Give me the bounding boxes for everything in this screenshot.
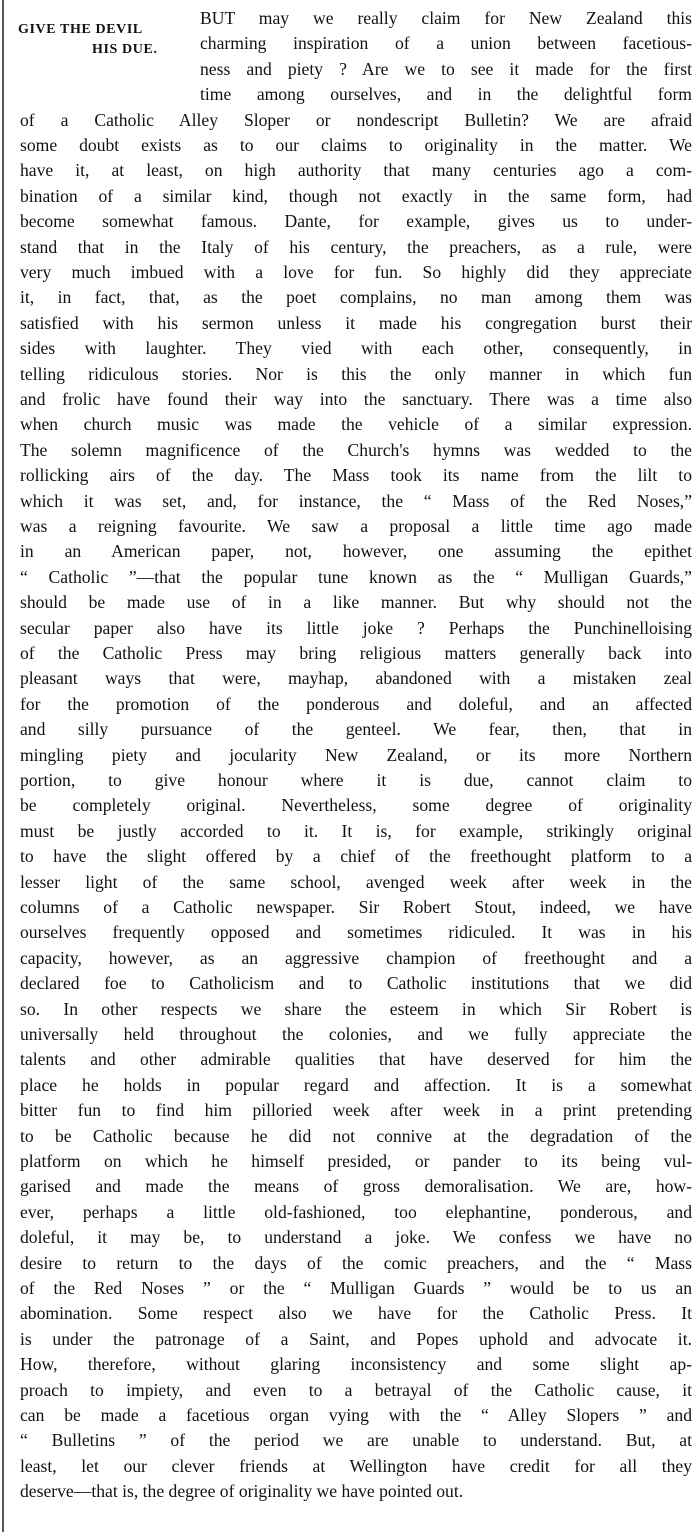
body-line: How, therefore, without glaring inconsistency and some slight ap-	[20, 1354, 692, 1375]
body-line: very much imbued with a love for fun. So highly did they appreciate	[20, 262, 692, 282]
body-line: of the Red Noses ” or the “ Mulligan Guards ” would be to us an	[20, 1278, 692, 1298]
body-line: for the promotion of the ponderous and doleful, and an affected	[20, 693, 692, 714]
body-line: deserve—that is, the degree of originality we have pointed out.	[20, 1481, 464, 1502]
body-line: must be justly accorded to it. It is, for example, strikingly original	[20, 820, 692, 841]
body-line: bination of a similar kind, though not exactly in the same form, had	[20, 185, 692, 206]
body-line: to have the slight offered by a chief of the freethought platform to a	[20, 846, 692, 867]
body-line: ever, perhaps a little old-fashioned, too elephantine, ponderous, and	[20, 1201, 692, 1222]
body-line: BUT may we really claim for New Zealand this	[200, 8, 692, 28]
body-line: sides with laughter. They vied with each other, consequently, in	[20, 338, 692, 359]
body-line: have it, at least, on high authority that many centuries ago a com-	[20, 160, 692, 181]
body-line: and frolic have found their way into the sanctuary. There was a time also	[20, 389, 692, 409]
body-line: universally held throughout the colonies, and we fully appreciate the	[20, 1024, 692, 1044]
body-line: of the Catholic Press may bring religious matters generally back into	[20, 643, 692, 663]
body-line: abomination. Some respect also we have for the Catholic Press. It	[20, 1303, 692, 1324]
body-line: pleasant ways that were, mayhap, abandoned with a mistaken zeal	[20, 668, 692, 689]
body-line: be completely original. Nevertheless, some degree of originality	[20, 795, 692, 816]
body-line: time among ourselves, and in the delightful form	[200, 84, 692, 105]
body-line: place he holds in popular regard and affection. It is a somewhat	[20, 1074, 692, 1095]
body-line: should be made use of in a like manner. But why should not the	[20, 592, 692, 613]
body-line: stand that in the Italy of his century, the preachers, as a rule, were	[20, 236, 692, 257]
body-line: which it was set, and, for instance, the “ Mass of the Red Noses,”	[20, 490, 692, 511]
body-line: mingling piety and jocularity New Zealand, or its more Northern	[20, 744, 692, 765]
body-line: The solemn magnificence of the Church's hymns was wedded to the	[20, 439, 692, 460]
body-line: charming inspiration of a union between facetious-	[200, 33, 692, 54]
body-line: desire to return to the days of the comic preachers, and the “ Mass	[20, 1252, 692, 1273]
body-line: least, let our clever friends at Wellington have credit for all they	[20, 1455, 692, 1476]
body-line: of a Catholic Alley Sloper or nondescript Bulletin? We are afraid	[20, 109, 692, 130]
body-line: bitter fun to find him pilloried week after week in a print pretending	[20, 1100, 692, 1121]
body-line: was a reigning favourite. We saw a proposal a little time ago made	[20, 516, 692, 536]
body-line: telling ridiculous stories. Nor is this the only manner in which fun	[20, 363, 692, 384]
body-line: “ Catholic ”—that the popular tune known as the “ Mulligan Guards,”	[20, 566, 692, 587]
body-line: secular paper also have its little joke ? Perhaps the Punchinelloising	[20, 617, 692, 638]
side-heading-line-2: HIS DUE.	[92, 42, 158, 57]
body-line: lesser light of the same school, avenged week after week in the	[20, 871, 692, 892]
body-line: when church music was made the vehicle of a similar expression.	[20, 414, 692, 435]
body-line: garised and made the means of gross demoralisation. We are, how-	[20, 1176, 692, 1197]
body-line: so. In other respects we share the esteem in which Sir Robert is	[20, 998, 692, 1019]
body-line: ourselves frequently opposed and sometimes ridiculed. It was in his	[20, 922, 692, 943]
body-line: to be Catholic because he did not connive at the degradation of the	[20, 1125, 692, 1146]
body-line: and silly pursuance of the genteel. We fear, then, that in	[20, 719, 692, 740]
body-line: can be made a facetious organ vying with the “ Alley Slopers ” and	[20, 1405, 692, 1425]
body-line: ness and piety ? Are we to see it made for the first	[200, 58, 692, 79]
body-line: columns of a Catholic newspaper. Sir Robert Stout, indeed, we have	[20, 897, 692, 917]
body-line: proach to impiety, and even to a betrayal of the Catholic cause, it	[20, 1379, 692, 1400]
body-line: some doubt exists as to our claims to originality in the matter. We	[20, 135, 692, 155]
body-line: declared foe to Catholicism and to Catholic institutions that we did	[20, 973, 692, 994]
column-rule	[2, 0, 4, 1532]
body-line: capacity, however, as an aggressive champion of freethought and a	[20, 947, 692, 968]
body-line: portion, to give honour where it is due, cannot claim to	[20, 770, 692, 790]
side-heading-line-1: GIVE THE DEVIL	[18, 22, 143, 37]
body-line: doleful, it may be, to understand a joke. We confess we have no	[20, 1227, 692, 1248]
body-line: talents and other admirable qualities that have deserved for him the	[20, 1049, 692, 1070]
body-line: platform on which he himself presided, or pander to its being vul-	[20, 1151, 692, 1171]
body-line: “ Bulletins ” of the period we are unable to understand. But, at	[20, 1430, 692, 1451]
body-line: become somewhat famous. Dante, for example, gives us to under-	[20, 211, 692, 232]
body-line: in an American paper, not, however, one assuming the epithet	[20, 541, 692, 562]
body-line: satisfied with his sermon unless it made his congregation burst their	[20, 312, 692, 333]
body-line: rollicking airs of the day. The Mass took its name from the lilt to	[20, 465, 692, 486]
body-line: is under the patronage of a Saint, and Popes uphold and advocate it.	[20, 1328, 692, 1349]
body-line: it, in fact, that, as the poet complains, no man among them was	[20, 287, 692, 308]
side-heading	[18, 20, 204, 60]
